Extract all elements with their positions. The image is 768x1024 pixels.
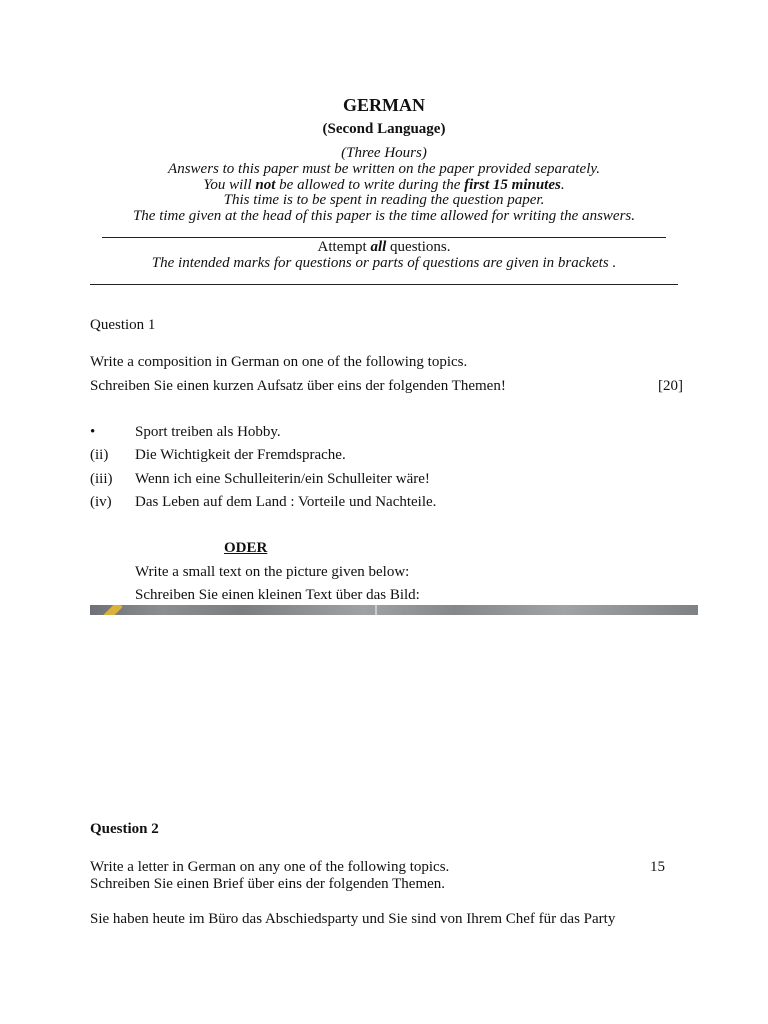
topic-text: Wenn ich eine Schulleiterin/ein Schulleiter wäre!: [135, 471, 430, 487]
topic-label: •: [90, 424, 96, 440]
restriction-part-1: You will: [203, 177, 256, 193]
instructions-divider: [90, 284, 678, 285]
attempt-part-2: questions.: [386, 239, 451, 255]
topic-text: Die Wichtigkeit der Fremdsprache.: [135, 447, 346, 463]
question-2-intro-en: Write a letter in German on any one of the following topics.: [90, 859, 450, 875]
pavement-crack-shape: [375, 605, 377, 615]
header-divider: [102, 237, 666, 238]
oder-underlined: ODER: [224, 540, 268, 556]
question-1-heading: Question 1: [90, 317, 156, 333]
topic-label: (iv): [90, 494, 112, 510]
restriction-emphasis-time: first 15 minutes: [464, 177, 561, 193]
question-2-marks: 15: [650, 859, 665, 875]
question-2-heading: Question 2: [90, 821, 159, 837]
question-1-intro-en: Write a composition in German on one of the following topics.: [90, 354, 468, 370]
topic-label: (iii): [90, 471, 113, 487]
attempt-emphasis: all: [370, 239, 387, 255]
question-2-intro-de: Schreiben Sie einen Brief über eins der folgenden Themen.: [90, 876, 446, 892]
topic-text: Das Leben auf dem Land : Vorteile und Nachteile.: [135, 494, 437, 510]
paper-title: GERMAN: [343, 95, 425, 115]
question-2-topic-1: Sie haben heute im Büro das Abschiedsparty und Sie sind von Ihrem Chef für das Party: [90, 911, 616, 927]
picture-task-en: Write a small text on the picture given below:: [135, 564, 410, 580]
road-marking-shape: [101, 605, 122, 615]
restriction-part-3: .: [560, 177, 565, 193]
attempt-part-1: Attempt: [317, 239, 371, 255]
marks-note: The intended marks for questions or parts of questions are given in brackets .: [151, 255, 617, 271]
picture-task-de: Schreiben Sie einen kleinen Text über das Bild:: [135, 587, 420, 603]
oder-heading: [224, 540, 267, 557]
time-allowed-note: The time given at the head of this paper is the time allowed for writing the answers.: [132, 208, 636, 224]
picture-image: [90, 605, 698, 615]
duration-text: (Three Hours): [341, 145, 427, 161]
topic-text: Sport treiben als Hobby.: [135, 424, 281, 440]
question-1-marks: [20]: [658, 378, 683, 394]
topic-label: (ii): [90, 447, 109, 463]
attempt-instruction: [0, 239, 768, 256]
question-1-intro-de: Schreiben Sie einen kurzen Aufsatz über eins der folgenden Themen!: [90, 378, 506, 394]
restriction-part-2: be allowed to write during the: [275, 177, 465, 193]
restriction-emphasis-not: not: [255, 177, 276, 193]
reading-time-note: This time is to be spent in reading the question paper.: [223, 192, 545, 208]
answers-note: Answers to this paper must be written on the paper provided separately.: [168, 161, 600, 177]
paper-subtitle: (Second Language): [322, 121, 446, 137]
